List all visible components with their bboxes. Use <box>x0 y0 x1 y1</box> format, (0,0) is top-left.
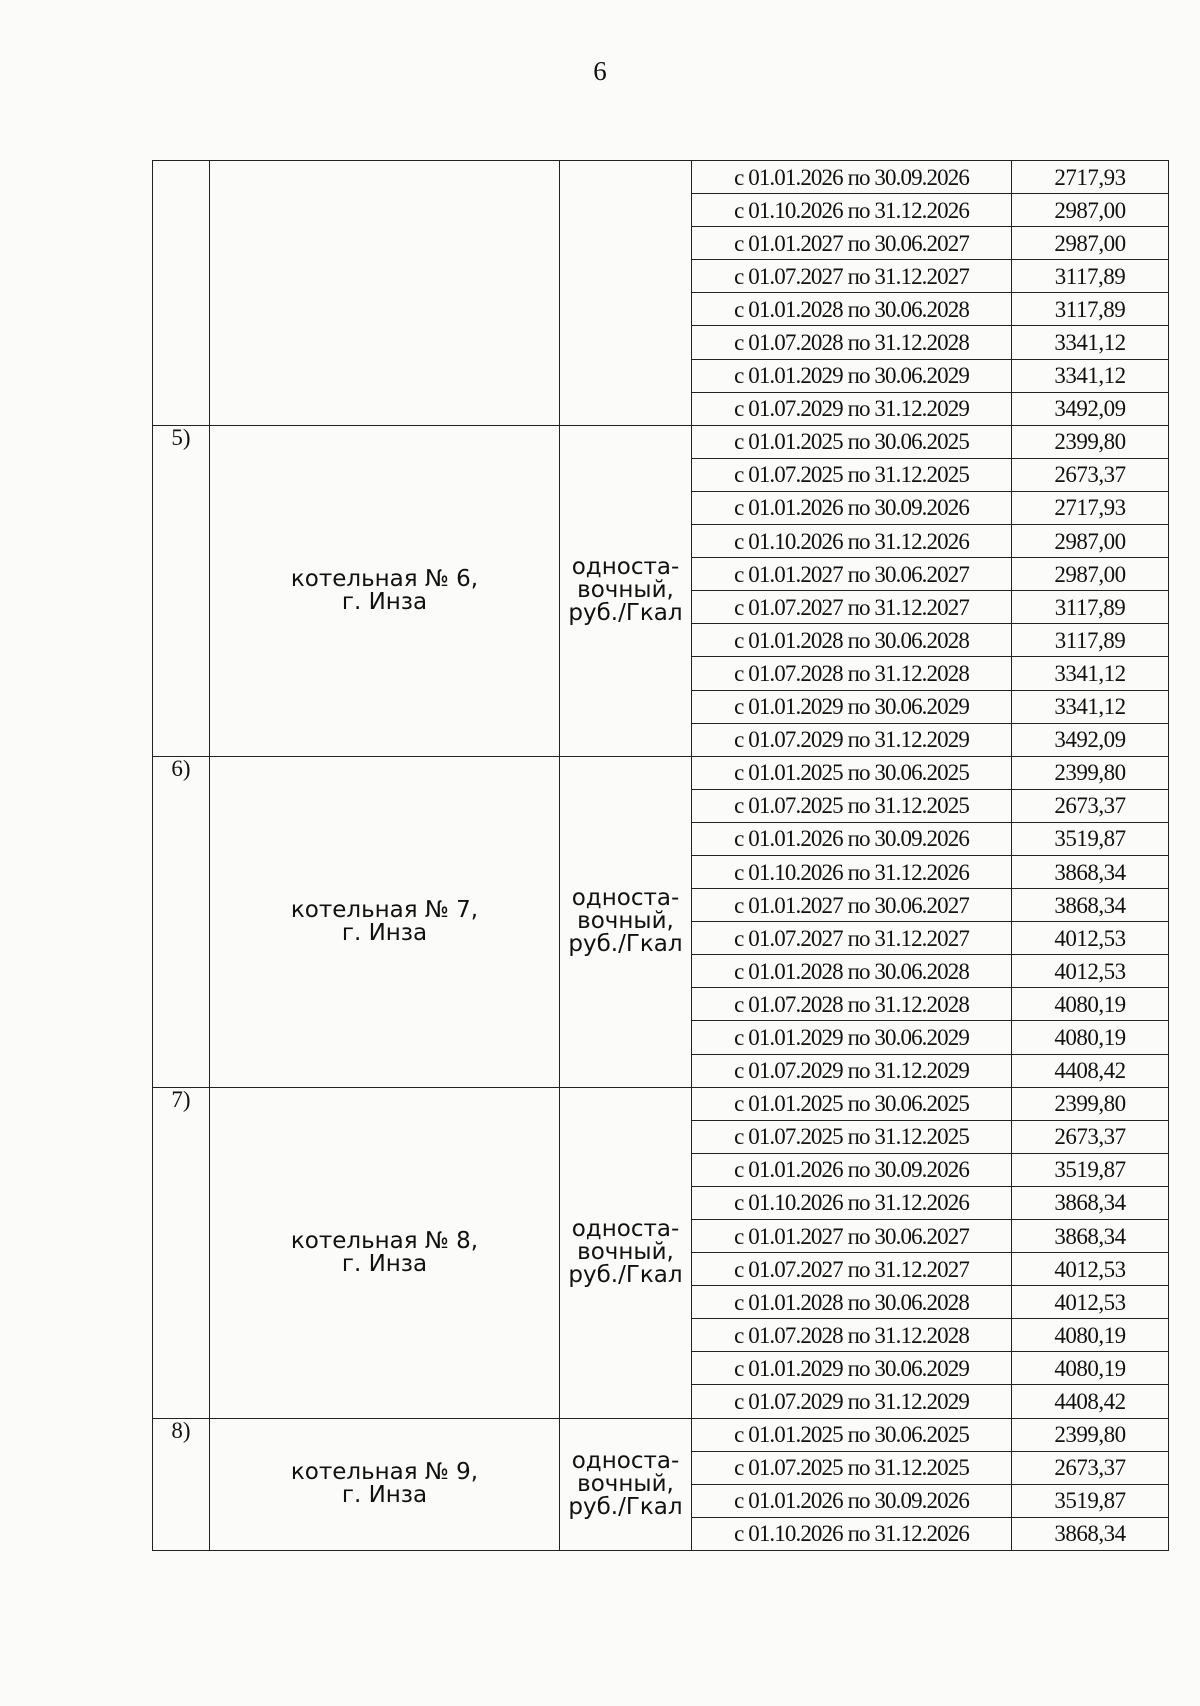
period-cell: с 01.07.2028 по 31.12.2028 <box>692 988 1012 1021</box>
period-cell: с 01.01.2027 по 30.06.2027 <box>692 227 1012 260</box>
page-number: 6 <box>593 56 607 86</box>
period-cell: с 01.07.2025 по 31.12.2025 <box>692 1451 1012 1484</box>
tariff-type-line: односта- <box>571 1216 680 1243</box>
tariff-value-cell: 4080,19 <box>1012 1352 1169 1385</box>
period-cell: с 01.10.2026 по 31.12.2026 <box>692 194 1012 227</box>
period-cell: с 01.01.2025 по 30.06.2025 <box>692 1087 1012 1120</box>
period-cell: с 01.07.2029 по 31.12.2029 <box>692 723 1012 756</box>
table-row <box>153 1418 1169 1451</box>
tariff-value-cell: 4080,19 <box>1012 988 1169 1021</box>
boiler-house-city: г. Инза <box>341 1250 428 1277</box>
tariff-value-cell: 2673,37 <box>1012 1451 1169 1484</box>
item-number: 6) <box>153 756 210 1087</box>
tariff-value-cell: 2673,37 <box>1012 789 1169 822</box>
tariff-value-cell: 3117,89 <box>1012 624 1169 657</box>
period-cell: с 01.01.2025 по 30.06.2025 <box>692 756 1012 789</box>
item-number: 5) <box>153 425 210 756</box>
tariff-type-line: односта- <box>571 1447 680 1474</box>
period-cell: с 01.01.2028 по 30.06.2028 <box>692 1286 1012 1319</box>
boiler-house-name: котельная № 6, <box>290 565 479 592</box>
period-cell: с 01.10.2026 по 31.12.2026 <box>692 1517 1012 1550</box>
boiler-house-city: г. Инза <box>341 1482 428 1509</box>
period-cell: с 01.07.2025 по 31.12.2025 <box>692 1120 1012 1153</box>
period-cell: с 01.01.2026 по 30.09.2026 <box>692 161 1012 194</box>
tariff-value-cell: 4012,53 <box>1012 1253 1169 1286</box>
tariff-type-line: вочный, <box>577 577 674 604</box>
period-cell: с 01.01.2026 по 30.09.2026 <box>692 1484 1012 1517</box>
tariff-type-cell <box>560 756 692 1087</box>
tariff-value-cell: 3341,12 <box>1012 326 1169 359</box>
tariff-value-cell: 3492,09 <box>1012 723 1169 756</box>
period-cell: с 01.07.2029 по 31.12.2029 <box>692 1385 1012 1418</box>
boiler-house-name-cell <box>210 425 560 756</box>
period-cell: с 01.07.2029 по 31.12.2029 <box>692 392 1012 425</box>
tariff-type-line: вочный, <box>577 1470 674 1497</box>
period-cell: с 01.01.2028 по 30.06.2028 <box>692 624 1012 657</box>
period-cell: с 01.07.2025 по 31.12.2025 <box>692 789 1012 822</box>
boiler-house-city: г. Инза <box>341 588 428 615</box>
tariff-type-line: односта- <box>571 885 680 912</box>
tariff-table <box>152 160 1169 1551</box>
period-cell: с 01.01.2026 по 30.09.2026 <box>692 491 1012 524</box>
tariff-type-line: руб./Гкал <box>568 1262 683 1289</box>
tariff-value-cell: 2399,80 <box>1012 1087 1169 1120</box>
boiler-house-name: котельная № 9, <box>290 1459 479 1486</box>
period-cell: с 01.07.2028 по 31.12.2028 <box>692 1319 1012 1352</box>
period-cell: с 01.01.2025 по 30.06.2025 <box>692 425 1012 458</box>
tariff-type-cell <box>560 1418 692 1550</box>
tariff-type-line: вочный, <box>577 908 674 935</box>
boiler-house-name-cell <box>210 161 560 426</box>
tariff-value-cell: 2673,37 <box>1012 1120 1169 1153</box>
tariff-value-cell: 2717,93 <box>1012 491 1169 524</box>
period-cell: с 01.01.2027 по 30.06.2027 <box>692 889 1012 922</box>
period-cell: с 01.07.2029 по 31.12.2029 <box>692 1054 1012 1087</box>
tariff-type-cell <box>560 425 692 756</box>
tariff-value-cell: 2987,00 <box>1012 194 1169 227</box>
period-cell: с 01.01.2026 по 30.09.2026 <box>692 822 1012 855</box>
tariff-value-cell: 4080,19 <box>1012 1319 1169 1352</box>
tariff-type-line: руб./Гкал <box>568 600 683 627</box>
tariff-value-cell: 2987,00 <box>1012 558 1169 591</box>
tariff-value-cell: 4012,53 <box>1012 955 1169 988</box>
tariff-value-cell: 4408,42 <box>1012 1385 1169 1418</box>
tariff-value-cell: 2399,80 <box>1012 1418 1169 1451</box>
tariff-value-cell: 3117,89 <box>1012 293 1169 326</box>
period-cell: с 01.10.2026 по 31.12.2026 <box>692 1186 1012 1219</box>
tariff-value-cell: 3519,87 <box>1012 1153 1169 1186</box>
boiler-house-name-cell <box>210 1418 560 1550</box>
period-cell: с 01.01.2026 по 30.09.2026 <box>692 1153 1012 1186</box>
tariff-value-cell: 3341,12 <box>1012 359 1169 392</box>
tariff-value-cell: 4080,19 <box>1012 1021 1169 1054</box>
tariff-value-cell: 2399,80 <box>1012 425 1169 458</box>
tariff-type-line: руб./Гкал <box>568 931 683 958</box>
tariff-value-cell: 3492,09 <box>1012 392 1169 425</box>
period-cell: с 01.10.2026 по 31.12.2026 <box>692 525 1012 558</box>
tariff-value-cell: 3868,34 <box>1012 1186 1169 1219</box>
tariff-value-cell: 3868,34 <box>1012 889 1169 922</box>
period-cell: с 01.01.2028 по 30.06.2028 <box>692 955 1012 988</box>
period-cell: с 01.07.2027 по 31.12.2027 <box>692 260 1012 293</box>
tariff-type-cell <box>560 161 692 426</box>
period-cell: с 01.07.2027 по 31.12.2027 <box>692 1253 1012 1286</box>
tariff-value-cell: 2987,00 <box>1012 227 1169 260</box>
tariff-value-cell: 4408,42 <box>1012 1054 1169 1087</box>
period-cell: с 01.07.2028 по 31.12.2028 <box>692 326 1012 359</box>
tariff-value-cell: 3868,34 <box>1012 1517 1169 1550</box>
tariff-value-cell: 4012,53 <box>1012 1286 1169 1319</box>
period-cell: с 01.07.2027 по 31.12.2027 <box>692 591 1012 624</box>
tariff-type-line: односта- <box>571 554 680 581</box>
boiler-house-city: г. Инза <box>341 919 428 946</box>
boiler-house-name-cell <box>210 1087 560 1418</box>
period-cell: с 01.01.2025 по 30.06.2025 <box>692 1418 1012 1451</box>
item-number: 8) <box>153 1418 210 1550</box>
period-cell: с 01.01.2027 по 30.06.2027 <box>692 1220 1012 1253</box>
item-number: 7) <box>153 1087 210 1418</box>
period-cell: с 01.01.2029 по 30.06.2029 <box>692 1352 1012 1385</box>
period-cell: с 01.10.2026 по 31.12.2026 <box>692 855 1012 888</box>
tariff-value-cell: 2717,93 <box>1012 161 1169 194</box>
period-cell: с 01.01.2027 по 30.06.2027 <box>692 558 1012 591</box>
boiler-house-name: котельная № 8, <box>290 1227 479 1254</box>
table-row <box>153 1087 1169 1120</box>
tariff-value-cell: 3519,87 <box>1012 822 1169 855</box>
tariff-type-line: руб./Гкал <box>568 1493 683 1520</box>
period-cell: с 01.01.2028 по 30.06.2028 <box>692 293 1012 326</box>
tariff-value-cell: 2399,80 <box>1012 756 1169 789</box>
item-number <box>153 161 210 426</box>
table-row <box>153 425 1169 458</box>
tariff-value-cell: 3341,12 <box>1012 657 1169 690</box>
period-cell: с 01.07.2028 по 31.12.2028 <box>692 657 1012 690</box>
tariff-value-cell: 4012,53 <box>1012 922 1169 955</box>
tariff-value-cell: 2987,00 <box>1012 525 1169 558</box>
tariff-type-line: вочный, <box>577 1239 674 1266</box>
table-row <box>153 161 1169 194</box>
period-cell: с 01.07.2027 по 31.12.2027 <box>692 922 1012 955</box>
tariff-value-cell: 3868,34 <box>1012 1220 1169 1253</box>
period-cell: с 01.01.2029 по 30.06.2029 <box>692 690 1012 723</box>
boiler-house-name: котельная № 7, <box>290 896 479 923</box>
period-cell: с 01.07.2025 по 31.12.2025 <box>692 458 1012 491</box>
period-cell: с 01.01.2029 по 30.06.2029 <box>692 359 1012 392</box>
tariff-value-cell: 3868,34 <box>1012 855 1169 888</box>
boiler-house-name-cell <box>210 756 560 1087</box>
tariff-value-cell: 3341,12 <box>1012 690 1169 723</box>
tariff-value-cell: 3117,89 <box>1012 591 1169 624</box>
table-row <box>153 756 1169 789</box>
tariff-value-cell: 2673,37 <box>1012 458 1169 491</box>
tariff-table-body <box>153 161 1169 1551</box>
tariff-type-cell <box>560 1087 692 1418</box>
tariff-value-cell: 3519,87 <box>1012 1484 1169 1517</box>
tariff-value-cell: 3117,89 <box>1012 260 1169 293</box>
period-cell: с 01.01.2029 по 30.06.2029 <box>692 1021 1012 1054</box>
